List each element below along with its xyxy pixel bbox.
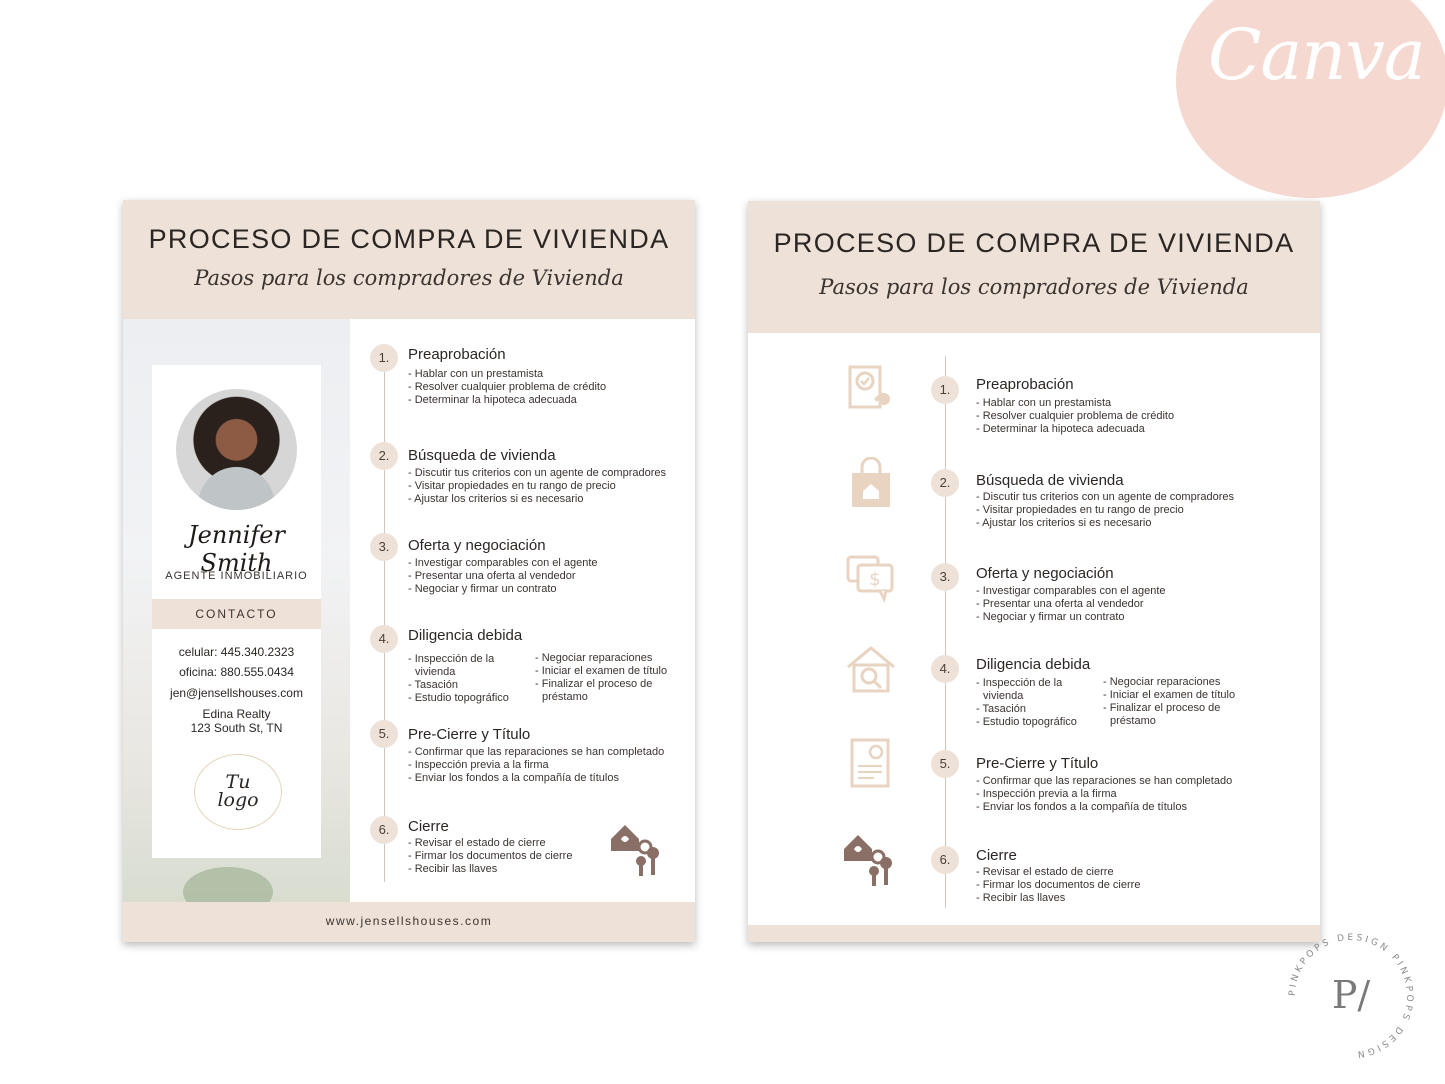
step-number: 4. — [931, 655, 959, 683]
step-number: 2. — [931, 469, 959, 497]
step-item: - Firmar los documentos de cierre — [976, 879, 1141, 891]
step-item: - Enviar los fondos a la compañía de títulos — [976, 801, 1187, 813]
step-number: 1. — [370, 344, 398, 372]
agent-avatar — [176, 389, 297, 510]
flyer-subtitle: Pasos para los compradores de Vivienda — [819, 275, 1249, 299]
step-item: - Hablar con un prestamista — [408, 368, 544, 380]
step-item: - Enviar los fondos a la compañía de títulos — [408, 772, 619, 784]
step-title: Preaprobación — [408, 346, 506, 363]
flyer-title: PROCESO DE COMPRA DE VIVIENDA — [773, 228, 1295, 258]
step-item: - Revisar el estado de cierre — [976, 866, 1114, 878]
agent-address: 123 South St, TN — [190, 721, 283, 735]
step-item: - Determinar la hipoteca adecuada — [976, 423, 1145, 435]
step-number: 6. — [370, 816, 398, 844]
step-title: Búsqueda de vivienda — [408, 447, 556, 464]
flyer-with-agent — [123, 200, 695, 942]
step-item: - Revisar el estado de cierre — [408, 837, 546, 849]
step-number: 1. — [931, 376, 959, 404]
step-item: - Inspección de la — [976, 677, 1063, 689]
flyer-with-icons — [748, 201, 1320, 942]
step-item: - Resolver cualquier problema de crédito — [976, 410, 1175, 422]
step-title: Oferta y negociación — [408, 537, 546, 554]
step-title: Búsqueda de vivienda — [976, 472, 1124, 489]
step-item: - Estudio topográfico — [976, 716, 1077, 728]
agent-company: Edina Realty — [202, 707, 271, 721]
house-search-icon — [844, 643, 898, 697]
step-item: - Negociar y firmar un contrato — [408, 583, 557, 595]
step-number: 6. — [931, 846, 959, 874]
logo-text-1: Tu — [225, 771, 251, 793]
step-number: 5. — [370, 720, 398, 748]
house-keys-icon — [840, 827, 902, 889]
shopping-bag-house-icon — [844, 457, 898, 511]
step-item: - Finalizar el proceso de — [535, 678, 653, 690]
step-item: - Negociar y firmar un contrato — [976, 611, 1125, 623]
step-item: vivienda — [983, 690, 1024, 702]
flyer-header — [123, 200, 695, 319]
watermark-initial: P/ — [1331, 973, 1371, 1017]
step-title: Pre-Cierre y Título — [408, 726, 531, 743]
step-title: Cierre — [408, 818, 449, 835]
step-item: - Investigar comparables con el agente — [976, 585, 1166, 597]
flyer-subtitle: Pasos para los compradores de Vivienda — [194, 266, 624, 290]
step-item: vivienda — [415, 666, 456, 678]
step-item: - Tasación — [976, 703, 1026, 715]
step-number: 3. — [370, 533, 398, 561]
house-keys-icon — [607, 817, 669, 879]
canva-badge-text: Canva — [1208, 14, 1425, 96]
flyer-title: PROCESO DE COMPRA DE VIVIENDA — [148, 224, 670, 254]
step-item: préstamo — [1110, 715, 1156, 727]
step-item: - Inspección previa a la firma — [408, 759, 549, 771]
step-item: - Confirmar que las reparaciones se han completado — [976, 775, 1233, 787]
step-number: 3. — [931, 563, 959, 591]
agent-signature: Jennifer Smith — [188, 521, 285, 577]
contact-heading: CONTACTO — [152, 599, 321, 629]
timeline-line — [945, 356, 946, 908]
step-title: Preaprobación — [976, 376, 1074, 393]
step-title: Cierre — [976, 847, 1017, 864]
watermark-ring-text: PINKPOPS DESIGN PINKPOPS DESIGN — [1287, 932, 1415, 1060]
logo-placeholder — [194, 754, 282, 830]
website-link[interactable]: www.jensellshouses.com — [325, 914, 493, 928]
step-item: - Tasación — [408, 679, 458, 691]
step-item: préstamo — [542, 691, 588, 703]
agent-mobile: celular: 445.340.2323 — [178, 645, 295, 659]
step-title: Diligencia debida — [408, 627, 523, 644]
flyer-header — [748, 201, 1320, 333]
timeline-line — [384, 355, 385, 882]
step-number: 5. — [931, 750, 959, 778]
step-item: - Discutir tus criterios con un agente de compradores — [408, 467, 667, 479]
agent-office: oficina: 880.555.0434 — [179, 665, 294, 679]
agent-card — [152, 365, 321, 858]
step-item: - Firmar los documentos de cierre — [408, 850, 573, 862]
step-item: - Ajustar los criterios si es necesario — [976, 517, 1152, 529]
step-item: - Presentar una oferta al vendedor — [976, 598, 1144, 610]
background-photo — [123, 319, 350, 902]
certificate-icon — [844, 736, 898, 790]
agent-email: jen@jensellshouses.com — [170, 686, 303, 700]
step-item: - Iniciar el examen de título — [1103, 689, 1236, 701]
step-item: - Inspección previa a la firma — [976, 788, 1117, 800]
flyer-footer — [748, 925, 1320, 942]
step-item: - Negociar reparaciones — [1103, 676, 1221, 688]
flyer-footer — [123, 902, 695, 942]
step-item: - Ajustar los criterios si es necesario — [408, 493, 584, 505]
step-item: - Negociar reparaciones — [535, 652, 653, 664]
step-item: - Recibir las llaves — [976, 892, 1066, 904]
document-check-icon — [844, 361, 898, 415]
step-number: 4. — [370, 625, 398, 653]
agent-role: AGENTE INMOBILIARIO — [165, 570, 308, 582]
step-item: - Inspección de la — [408, 653, 495, 665]
step-title: Pre-Cierre y Título — [976, 755, 1099, 772]
step-item: - Recibir las llaves — [408, 863, 498, 875]
chat-dollar-icon — [844, 551, 898, 605]
step-item: - Iniciar el examen de título — [535, 665, 668, 677]
logo-text-2: logo — [217, 789, 259, 811]
step-item: - Estudio topográfico — [408, 692, 509, 704]
pinkpops-watermark — [1283, 928, 1419, 1064]
step-title: Oferta y negociación — [976, 565, 1114, 582]
step-item: - Finalizar el proceso de — [1103, 702, 1221, 714]
step-item: - Determinar la hipoteca adecuada — [408, 394, 577, 406]
step-item: - Visitar propiedades en tu rango de precio — [976, 504, 1184, 516]
step-item: - Discutir tus criterios con un agente de compradores — [976, 491, 1235, 503]
svg-text:$: $ — [869, 569, 881, 590]
step-title: Diligencia debida — [976, 656, 1091, 673]
step-item: - Presentar una oferta al vendedor — [408, 570, 576, 582]
step-item: - Visitar propiedades en tu rango de precio — [408, 480, 616, 492]
step-item: - Confirmar que las reparaciones se han completado — [408, 746, 665, 758]
step-number: 2. — [370, 442, 398, 470]
step-item: - Resolver cualquier problema de crédito — [408, 381, 607, 393]
step-item: - Investigar comparables con el agente — [408, 557, 598, 569]
step-item: - Hablar con un prestamista — [976, 397, 1112, 409]
